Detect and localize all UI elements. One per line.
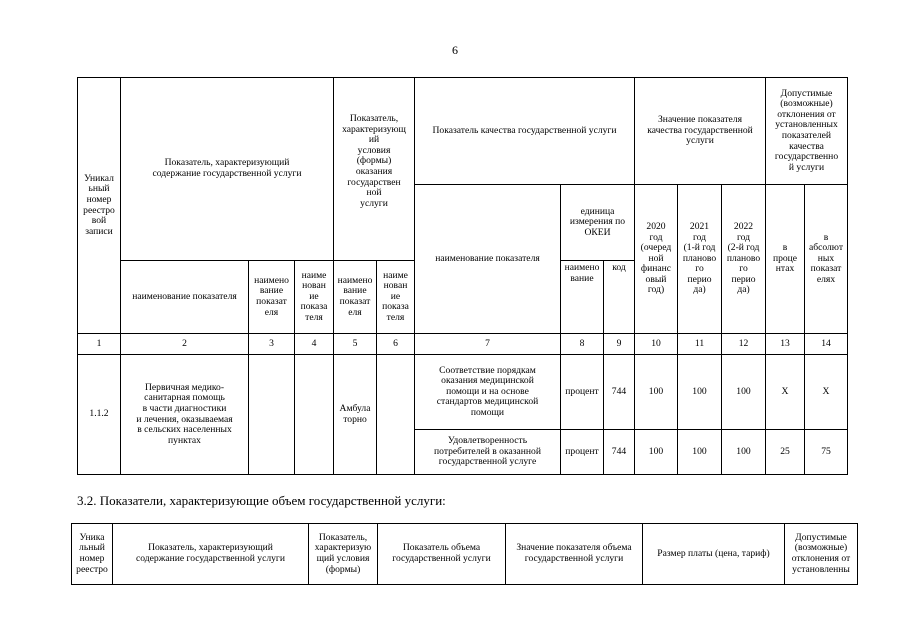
quality-indicator-cell: Соответствие порядкам оказания медицинской помощи и на основе стандартов медицинской помощи xyxy=(415,355,561,430)
header-unit-code: код xyxy=(604,261,635,334)
header-quality-indicator: Показатель качества государственной услуги xyxy=(415,78,635,185)
quality-indicators-table xyxy=(77,77,848,475)
column-number: 2 xyxy=(121,334,249,355)
header-year-2022: 2022 год (2-й год планово го перио да) xyxy=(722,185,766,334)
column-numbers-row xyxy=(78,334,848,355)
empty-cell xyxy=(295,355,334,475)
code-cell: 744 xyxy=(604,430,635,475)
page-number: 6 xyxy=(452,43,458,57)
code-cell: 744 xyxy=(604,355,635,430)
empty-cell xyxy=(377,355,415,475)
deviation-percent-cell: 25 xyxy=(766,430,805,475)
value-2020-cell: 100 xyxy=(635,355,678,430)
volume-header-row xyxy=(72,524,858,585)
deviation-absolute-cell: Х xyxy=(805,355,848,430)
volume-header-volume-indicator: Показатель объема государственной услуги xyxy=(378,524,506,585)
deviation-absolute-cell: 75 xyxy=(805,430,848,475)
header-in-absolute: в абсолют ных показат елях xyxy=(805,185,848,334)
column-number: 14 xyxy=(805,334,848,355)
quality-indicator-cell: Удовлетворенность потребителей в оказанной государственной услуге xyxy=(415,430,561,475)
column-number: 1 xyxy=(78,334,121,355)
record-id: 1.1.2 xyxy=(78,355,121,475)
record-condition: Амбула торно xyxy=(334,355,377,475)
header-unique-number: Уникал ьный номер реестро вой записи xyxy=(78,78,121,334)
header-condition-indicator: Показатель, характеризующ ий условия (формы) оказания государствен ной услуги xyxy=(334,78,415,261)
header-quality-indicator-name: наименование показателя xyxy=(415,185,561,334)
header-quality-value: Значение показателя качества государственной услуги xyxy=(635,78,766,185)
column-number: 13 xyxy=(766,334,805,355)
column-number: 11 xyxy=(678,334,722,355)
column-number: 3 xyxy=(249,334,295,355)
value-2022-cell: 100 xyxy=(722,430,766,475)
header-content-indicator: Показатель, характеризующий содержание государственной услуги xyxy=(121,78,334,261)
header-name-short-d: наиме нован ие показа теля xyxy=(377,261,415,334)
unit-cell: процент xyxy=(561,430,604,475)
value-2021-cell: 100 xyxy=(678,430,722,475)
header-unit-name: наимено вание xyxy=(561,261,604,334)
volume-header-deviations: Допустимые (возможные) отклонения от установленны xyxy=(785,524,858,585)
volume-header-content-indicator: Показатель, характеризующий содержание государственной услуги xyxy=(113,524,309,585)
volume-header-fee: Размер платы (цена, тариф) xyxy=(643,524,785,585)
volume-indicators-table xyxy=(71,523,858,585)
header-name-short-b: наиме нован ие показа теля xyxy=(295,261,334,334)
record-content: Первичная медико- санитарная помощь в части диагностики и лечения, оказываемая в сельских населенных пунктах xyxy=(121,355,249,475)
header-year-2020: 2020 год (очеред ной финанс овый год) xyxy=(635,185,678,334)
column-number: 9 xyxy=(604,334,635,355)
table-row xyxy=(78,355,848,430)
column-number: 4 xyxy=(295,334,334,355)
column-number: 5 xyxy=(334,334,377,355)
value-2021-cell: 100 xyxy=(678,355,722,430)
header-year-2021: 2021 год (1-й год планово го перио да) xyxy=(678,185,722,334)
section-heading: 3.2. Показатели, характеризующие объем государственной услуги: xyxy=(77,493,446,508)
empty-cell xyxy=(249,355,295,475)
value-2020-cell: 100 xyxy=(635,430,678,475)
column-number: 12 xyxy=(722,334,766,355)
volume-header-condition-indicator: Показатель, характеризую щий условия (формы) xyxy=(309,524,378,585)
header-deviations: Допустимые (возможные) отклонения от установленных показателей качества государственно й услуги xyxy=(766,78,848,185)
column-number: 7 xyxy=(415,334,561,355)
header-in-percent: в проце нтах xyxy=(766,185,805,334)
header-name-short-c: наимено вание показат еля xyxy=(334,261,377,334)
header-unit-okei: единица измерения по ОКЕИ xyxy=(561,185,635,261)
unit-cell: процент xyxy=(561,355,604,430)
volume-header-volume-value: Значение показателя объема государственной услуги xyxy=(506,524,643,585)
header-name-short-a: наимено вание показат еля xyxy=(249,261,295,334)
deviation-percent-cell: Х xyxy=(766,355,805,430)
header-indicator-name: наименование показателя xyxy=(121,261,249,334)
column-number: 8 xyxy=(561,334,604,355)
column-number: 6 xyxy=(377,334,415,355)
column-number: 10 xyxy=(635,334,678,355)
value-2022-cell: 100 xyxy=(722,355,766,430)
volume-header-unique-number: Уника льный номер реестро xyxy=(72,524,113,585)
